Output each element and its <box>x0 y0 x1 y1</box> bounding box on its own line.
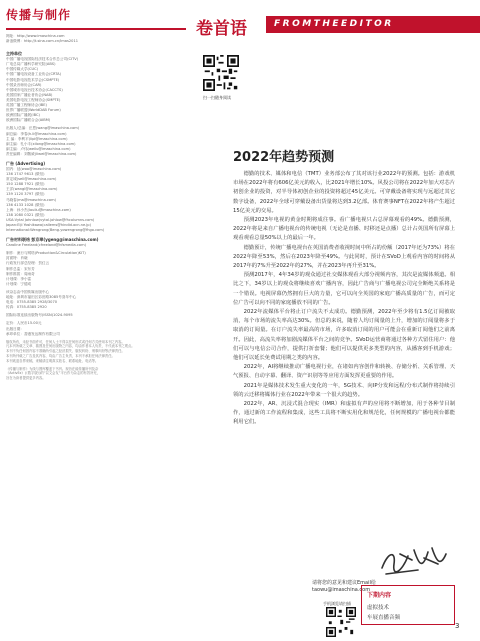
column-header <box>196 14 466 39</box>
next-issue-item: 车展直播音频 <box>367 615 401 621</box>
price-info <box>6 321 190 336</box>
publisher-line: 传真：0755-8385 2920 <box>6 305 47 310</box>
magazine-name: 传播与制作 <box>6 8 72 22</box>
production-list <box>6 251 190 287</box>
ad-contact-item: 国内：延(woo@imaschina.com) <box>6 166 62 171</box>
ad-material-contact: 广告材料联络 彭京翠(ygeng@imaschina.com) <box>6 237 99 243</box>
sponsor-item: 美国电影电视工程师协会(SMPTE) <box>6 97 61 102</box>
sponsor-list <box>6 57 190 123</box>
sponsor-item: 世界广播联盟(WorldDAB Forum) <box>6 108 61 113</box>
issn: 国际标准连续出版物号(ISSN)1024-9095 <box>6 313 73 318</box>
ad-contact-item: USA:Vytal Johnlow(vytal.johlow@fhcolumns.com) <box>6 217 95 222</box>
masthead-divider <box>6 28 186 30</box>
column-title: 卷首语 <box>196 19 247 39</box>
sponsor-item: 广电总局广播科学研究院(ABS) <box>6 62 56 67</box>
email-prompt: 请将您的意见和建议Email给 <box>312 580 376 586</box>
article-paragraph: 2021年是媒体技术发生重大变化的一年，5G技术、向IP分发和远程/分布式制作将持续引领的云迁移将媒体行业在2022年带来一个很大的趋势。 <box>233 382 455 398</box>
qr-top-caption: 扫一扫随身阅读 <box>203 95 231 100</box>
publisher-line: 地址：深圳市福田区彩田路3085号喜年中心 <box>6 295 77 300</box>
ad-material-item: Caroline Freeland(cfreeland@hfsmedia.com) <box>6 243 86 248</box>
sponsor-item: 中国传媒大学(CUC) <box>6 67 39 72</box>
legal-note: 版权所有，未经书面许可，任何人士不得以任何形式或任何方式使用本刊之内容。 <box>6 339 125 344</box>
ad-contact-list <box>6 167 190 233</box>
article-paragraph: 2022年，AR、沉浸式混合现实（IMR）和虚拟有声的应用将不断增加，用于各种节目制作，通过新的工作流程和集成，这些工具将不断实用化和规范化，任何规模的广播电视台都能利用它们。 <box>233 401 455 426</box>
ad-contact-item: 常定城(sell@imaschina.com) <box>6 177 57 182</box>
ad-contact-item: Japan:Eiji Yoshikawa(callems@hindid.ocn.ne.jp) <box>6 223 91 227</box>
publisher-line: 该杂志由中国传媒出版中心 <box>6 289 50 294</box>
ad-title: 广告 (Advertising) <box>6 160 46 166</box>
sponsors-title: 主持单位 <box>6 51 22 57</box>
article-paragraph: 预测2023年电视的黄金时期将成往事。看广播电视只占总屏幕观看的49%。德勤预测，2022年将是来自广播电视台的传统电视（无论是直播、时移还是点播）总计占英国所有屏幕上观看观看总量50%以上的最后一年。 <box>233 217 455 242</box>
article-title: 2022年趋势预测 <box>233 150 335 165</box>
sponsor-item: 中国电影电视技术学会(CSMPTE) <box>6 77 60 82</box>
ad-contact-item: 136 4133 1028 (微信) <box>6 202 45 207</box>
staff-item: 主 编：李利平(lipi@imaschina.com) <box>6 136 68 141</box>
article-paragraph: 2022年流媒体平台将止订户流失不太成功。德勤预测，2022年至少将有1.5亿订阅被取消，每个市场的流失率高达30%。但总的来说，随着人均订阅量的上升，增加的订阅量将多于取消的订阅量。在订户流失率最高的市场，许多取消订阅的用户可能会在重新订阅他们之前离开。因此，高流失率将加剧流媒体平台之间的竞争。SVoD运营商将通过各种方式留住用户：他们可以与电信公司合作，提供打折套餐；他们可以提供更多类型的内容，从播客到手机游戏；他们可以延长免费试用期之类的内容。 <box>233 309 455 362</box>
ad-contact-item: 王洋(wangl@imaschina.com) <box>6 187 58 192</box>
sponsor-item: 中国广播电视设备工业协会(CRTA) <box>6 72 62 77</box>
sponsor-item: 中国广播电视国际经济技术合作总公司(CITV) <box>6 57 79 62</box>
site-info <box>6 34 190 44</box>
staff-item: 副总编：李春(h.li@imaschina.com) <box>6 131 67 136</box>
ad-contact-item: 139 1120 3797 (微信) <box>6 192 45 197</box>
sponsor-item: 英国广播工程师协会(IBE) <box>6 103 47 108</box>
info-line: 新浪微博：http://t.sina.com.cn/imas2011 <box>6 39 79 44</box>
article-paragraph: 德勤预计，传统广播电视台在英国消费者收视时间中所占的份额（2017年还为73%）将在2022年降至53%，然后在2023年降至49%。与此同时，预计在SVoD上观看内容的时间将从2017年的7%升至2022年的27%，并在2023年再升至31%。 <box>233 244 455 270</box>
legal-note: 本刊欢迎各界来稿，来稿请注明真实姓名、联系地址、电话等。 <box>6 358 99 363</box>
article-paragraph: 2022年，AI将继续推动广播电视行业，在诸如内容创作和转换、存储分析、关系管理、天气预报、自动字幕、翻译、资产识别等等应用方面发挥更重要的作用。 <box>233 364 455 380</box>
masthead-column <box>6 6 190 636</box>
ad-contact-item: International:Wengrong(Beng.yowengrong@fhgo.com) <box>6 228 105 233</box>
production-item: 制作总监：宋东芳 <box>6 266 35 271</box>
next-issue-item: 虚拟技术 <box>367 605 390 611</box>
editor-signature <box>378 542 450 580</box>
page-number: 3 <box>455 622 460 630</box>
header-bar: FROMTHEEDITOR <box>266 16 480 33</box>
price-line: 出版日期： <box>6 326 24 331</box>
article-body <box>233 170 455 428</box>
ad-contact-item: 上海：孙小杰(louliu@imaschina.com) <box>6 207 71 212</box>
qr-code-bottom[interactable] <box>326 607 356 637</box>
staff-list <box>6 126 190 157</box>
qr-code-top[interactable] <box>203 55 239 91</box>
price-line: 定价：人民币15.00元 <box>6 321 42 326</box>
qr-bottom-caption: 手机浏览请扫描 <box>323 601 351 606</box>
legal-note: 本刊所刊载之广告及其内容，均由广告主负责，本刊不承担任何法律责任。 <box>6 354 115 359</box>
sponsor-item: 欧洲国际广播联合会(AIBM) <box>6 118 51 123</box>
footer-note: 《传播与制作》为线与图库覆盖下书刊。现旨在能传播所刊及杂 <box>6 366 99 371</box>
staff-item: 责任编辑：刘敬威(liwei@imaschina.com) <box>6 151 77 156</box>
email-address[interactable]: taowu@imaschina.com <box>312 587 371 593</box>
staff-item: 出版人/总编：汪恩(wang@imaschina.com) <box>6 126 80 131</box>
footer-note: 旨在为读者提供更多内容。 <box>6 376 46 381</box>
publisher-info <box>6 290 190 310</box>
article-paragraph: 预测2017年，4年34岁的观众通过社交媒体观看大部分视频内容，其次是流媒体频道。相比之下，34岁以上的观众将继续喜欢广播内容，因此广告商与广播电视公司完全断绝关系将是一个错误。电视屏幕仍然拥有巨大的力量，它可以向全英国的家庭广播高质量的广告，而可定位广告可以向不同的家庭播放不同的广告。 <box>233 272 455 306</box>
next-issue-title: 下期内容 <box>367 592 392 599</box>
ad-contact-item: 马晓春(ma@imaschina.com) <box>6 197 57 202</box>
production-item: 封面特：肖晓 <box>6 256 28 261</box>
sponsor-item: 美国国家广播业者协会(NAB) <box>6 92 53 97</box>
sponsor-item: 中国城市电视台技术协会(CACCTS) <box>6 87 63 92</box>
legal-note: 本刊不负任何因内容不准确所引起之经济损失、版权纠纷、刑事纠纷等法律责任。 <box>6 349 125 354</box>
qr-code-icon <box>326 607 356 637</box>
qr-code-icon <box>203 55 239 91</box>
sponsor-item: 中国录音师协会(CAR) <box>6 82 42 87</box>
ad-contact-item: 150 1288 7921 (微信) <box>6 182 45 187</box>
article-paragraph: 德勤的技术、媒体和电信（TMT）业务部公布了其对该行业2022年的预测。包括：游戏机市场在2022年将有606亿美元的收入，比2021年增长10%。风投公司将在2022年加大对芯片初创企业的投资，对半导体初创企业的投资将超过45亿美元。可穿戴设备将实现与远超过其它数字设备，2022年全球可穿戴设备出货量将达到3.2亿部。体育赛事NFT在2022年将产生超过15亿美元的交易。 <box>233 171 455 214</box>
next-issue-box <box>361 585 455 625</box>
ad-contact-item: 138 1080 0321 (微信) <box>6 212 45 217</box>
footer-note: 《ActivEx》(《数字版》)的“以文会友”平台作为杂志的有效补充， <box>6 371 101 376</box>
info-line: 网址：http://www.imaschina.com <box>6 34 65 38</box>
staff-item: 副主编：卢伟(weilu@imaschina.com) <box>6 146 71 151</box>
production-item: 制作：流行与网络(Production&Circulation)KIT) <box>6 251 86 256</box>
legal-note: 凡本刊所载之文章、插图及任何出版物之内容，均由作者本人负责，不代表本刊之观点。 <box>6 344 135 349</box>
legal-notes <box>6 340 190 364</box>
footer-notes <box>6 367 190 381</box>
production-item: 行政发行部总经理：贺红云 <box>6 261 50 266</box>
production-item: 计划课：宁德成 <box>6 281 32 286</box>
staff-item: 副主编：孔小丰(xilong@imaschina.com) <box>6 141 76 146</box>
ad-contact-item: 136 1747 9613 (微信) <box>6 172 45 177</box>
price-line: 承印单位：香港发达制作有限公司 <box>6 331 60 336</box>
production-item: 计划课：李小雷 <box>6 276 32 281</box>
sponsor-item: 欧洲国际广播展(IBC) <box>6 113 40 118</box>
production-item: 制作推拔：周雨奇 <box>6 271 35 276</box>
publisher-line: 电话：0755-8385 2928/3070 <box>6 300 58 305</box>
